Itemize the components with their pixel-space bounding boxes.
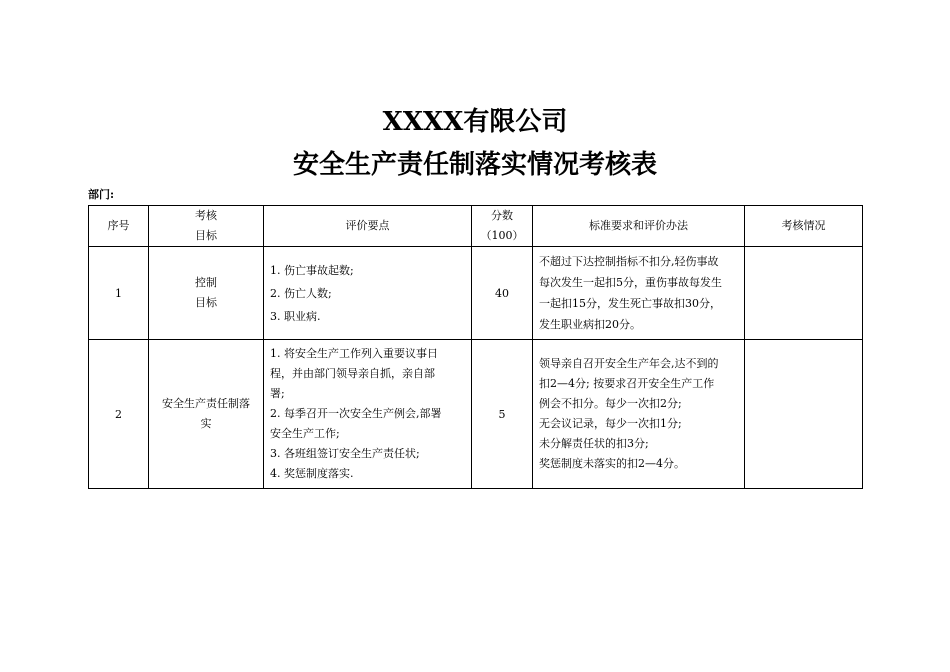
row2-standard-line: 领导亲自召开安全生产年会,达不到的 [539, 357, 719, 370]
header-score-line2: （100） [480, 229, 524, 242]
row2-seq: 2 [89, 340, 149, 489]
row2-standard-line: 例会不扣分。每少一次扣2分; [539, 397, 682, 410]
department-label: 部门: [88, 188, 115, 201]
row2-point: 程，并由部门领导亲自抓，亲自部 [270, 367, 435, 380]
form-title: 安全生产责任制落实情况考核表 [292, 150, 657, 180]
row2-target-line1: 安全生产责任制落 [162, 397, 250, 410]
company-title: XXXX有限公司 [382, 107, 568, 137]
header-standard: 标准要求和评价办法 [533, 206, 745, 247]
header-target [149, 206, 264, 247]
header-result: 考核情况 [745, 206, 863, 247]
header-row [89, 206, 863, 247]
row2-standard [533, 340, 745, 489]
row1-target-line1: 控制 [195, 276, 217, 289]
header-score-line1: 分数 [491, 209, 513, 222]
assessment-table [88, 205, 863, 489]
row2-standard-line: 无会议记录，每少一次扣1分; [539, 417, 682, 430]
row1-seq: 1 [89, 247, 149, 340]
row2-score: 5 [472, 340, 533, 489]
header-points: 评价要点 [264, 206, 472, 247]
row1-standard-line: 每次发生一起扣5分，重伤事故每发生 [539, 276, 722, 289]
row2-points [264, 340, 472, 489]
row2-point: 4. 奖惩制度落实. [270, 467, 354, 480]
header-score [472, 206, 533, 247]
row2-result [745, 340, 863, 489]
row1-target-line2: 目标 [195, 296, 217, 309]
row1-target [149, 247, 264, 340]
header-target-line2: 目标 [195, 229, 217, 242]
row2-standard-line: 奖惩制度未落实的扣2—4分。 [539, 457, 685, 470]
row1-score: 40 [472, 247, 533, 340]
row1-standard-line: 不超过下达控制指标不扣分,轻伤事故 [539, 255, 719, 268]
row2-target [149, 340, 264, 489]
row2-standard-line: 未分解责任状的扣3分; [539, 437, 649, 450]
table-row [89, 247, 863, 340]
row2-target-line2: 实 [200, 417, 212, 430]
row2-point: 3. 各班组签订安全生产责任状; [270, 447, 420, 460]
row1-points [264, 247, 472, 340]
row1-standard-line: 发生职业病扣20分。 [539, 318, 641, 331]
row1-point: 3. 职业病. [270, 309, 321, 323]
row2-point: 署; [270, 387, 285, 400]
table-row [89, 340, 863, 489]
row2-point: 2. 每季召开一次安全生产例会,部署 [270, 407, 442, 420]
row1-result [745, 247, 863, 340]
row2-point: 安全生产工作; [270, 427, 340, 440]
row1-standard-line: 一起扣15分，发生死亡事故扣30分， [539, 297, 721, 310]
row2-point: 1. 将安全生产工作列入重要议事日 [270, 347, 438, 360]
row1-point: 1. 伤亡事故起数; [270, 263, 354, 277]
row1-point: 2. 伤亡人数; [270, 286, 332, 300]
row1-standard [533, 247, 745, 340]
header-seq: 序号 [89, 206, 149, 247]
header-target-line1: 考核 [195, 209, 217, 222]
row2-standard-line: 扣2—4分; 按要求召开安全生产工作 [539, 377, 715, 390]
